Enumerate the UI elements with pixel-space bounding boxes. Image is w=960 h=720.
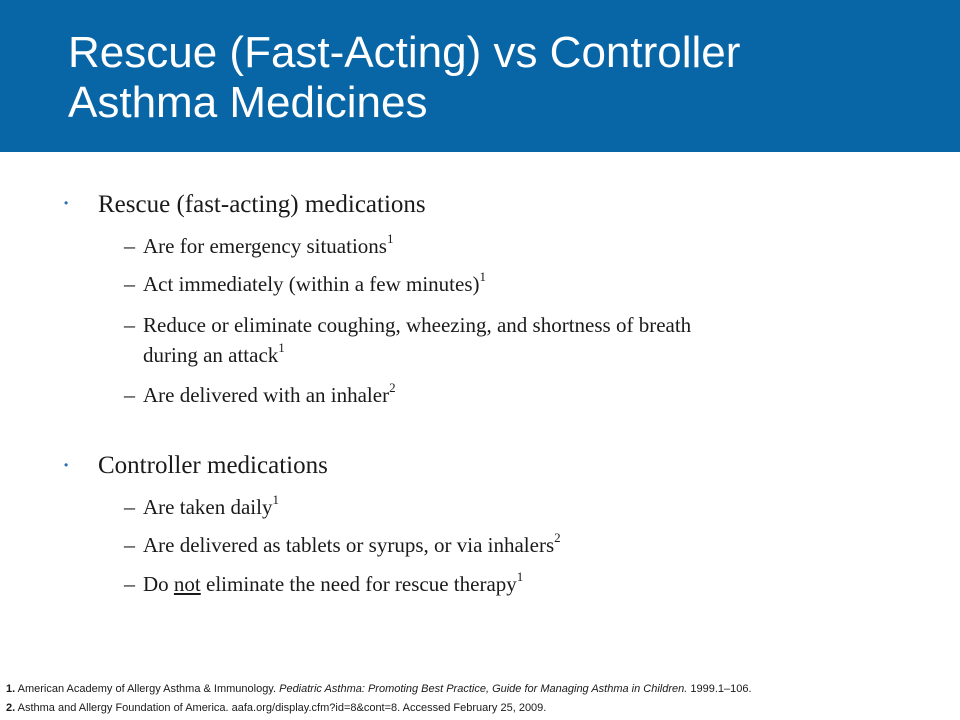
reference-mark: 2 [554,530,561,545]
bullet-icon: • [64,458,69,472]
reference-mark: 1 [386,231,394,246]
dash-icon: – [124,382,135,407]
list-item: Reduce or eliminate coughing, wheezing, and shortness of breath during an attack$^1$ [143,313,692,367]
reference-2: 2. Asthma and Allergy Foundation of America. aafa.org/display.cfm?id=8&cont=8. Accessed February 25, 2009. [6,702,547,714]
dash-icon: – [124,571,135,596]
list-item: Are taken daily$^1$ [143,492,279,519]
section-heading-controller: Controller medications [98,452,328,479]
dash-icon: – [124,271,135,296]
reference-mark: 1 [516,569,524,584]
emphasis-not: not [173,572,201,596]
list-item: Are delivered with an inhaler$^2$ [143,380,396,407]
list-item: Do not eliminate the need for rescue therapy$^1$ [143,569,524,596]
reference-1: 1. American Academy of Allergy Asthma & Immunology. Pediatric Asthma: Promoting Best Practice, Guide for Managing Asthma in Children. 1999.1–106. [6,683,752,695]
reference-mark: 1 [272,492,279,507]
list-item: Are for emergency situations$^1$ [143,231,394,258]
list-item: Are delivered as tablets or syrups, or via inhalers$^2$ [143,530,561,557]
dash-icon: – [124,494,135,519]
slide-title-line1: Rescue (Fast-Acting) vs Controller [68,28,741,77]
list-item: Act immediately (within a few minutes)$^1$ [143,269,486,296]
bullet-icon: • [64,196,69,210]
section-heading-rescue: Rescue (fast-acting) medications [98,191,426,218]
reference-mark: 1 [479,269,486,284]
slide-title-line2: Asthma Medicines [68,78,428,127]
dash-icon: – [124,312,135,337]
reference-mark: 1 [278,340,285,355]
dash-icon: – [124,233,135,258]
reference-mark: 2 [389,380,396,395]
dash-icon: – [124,532,135,557]
